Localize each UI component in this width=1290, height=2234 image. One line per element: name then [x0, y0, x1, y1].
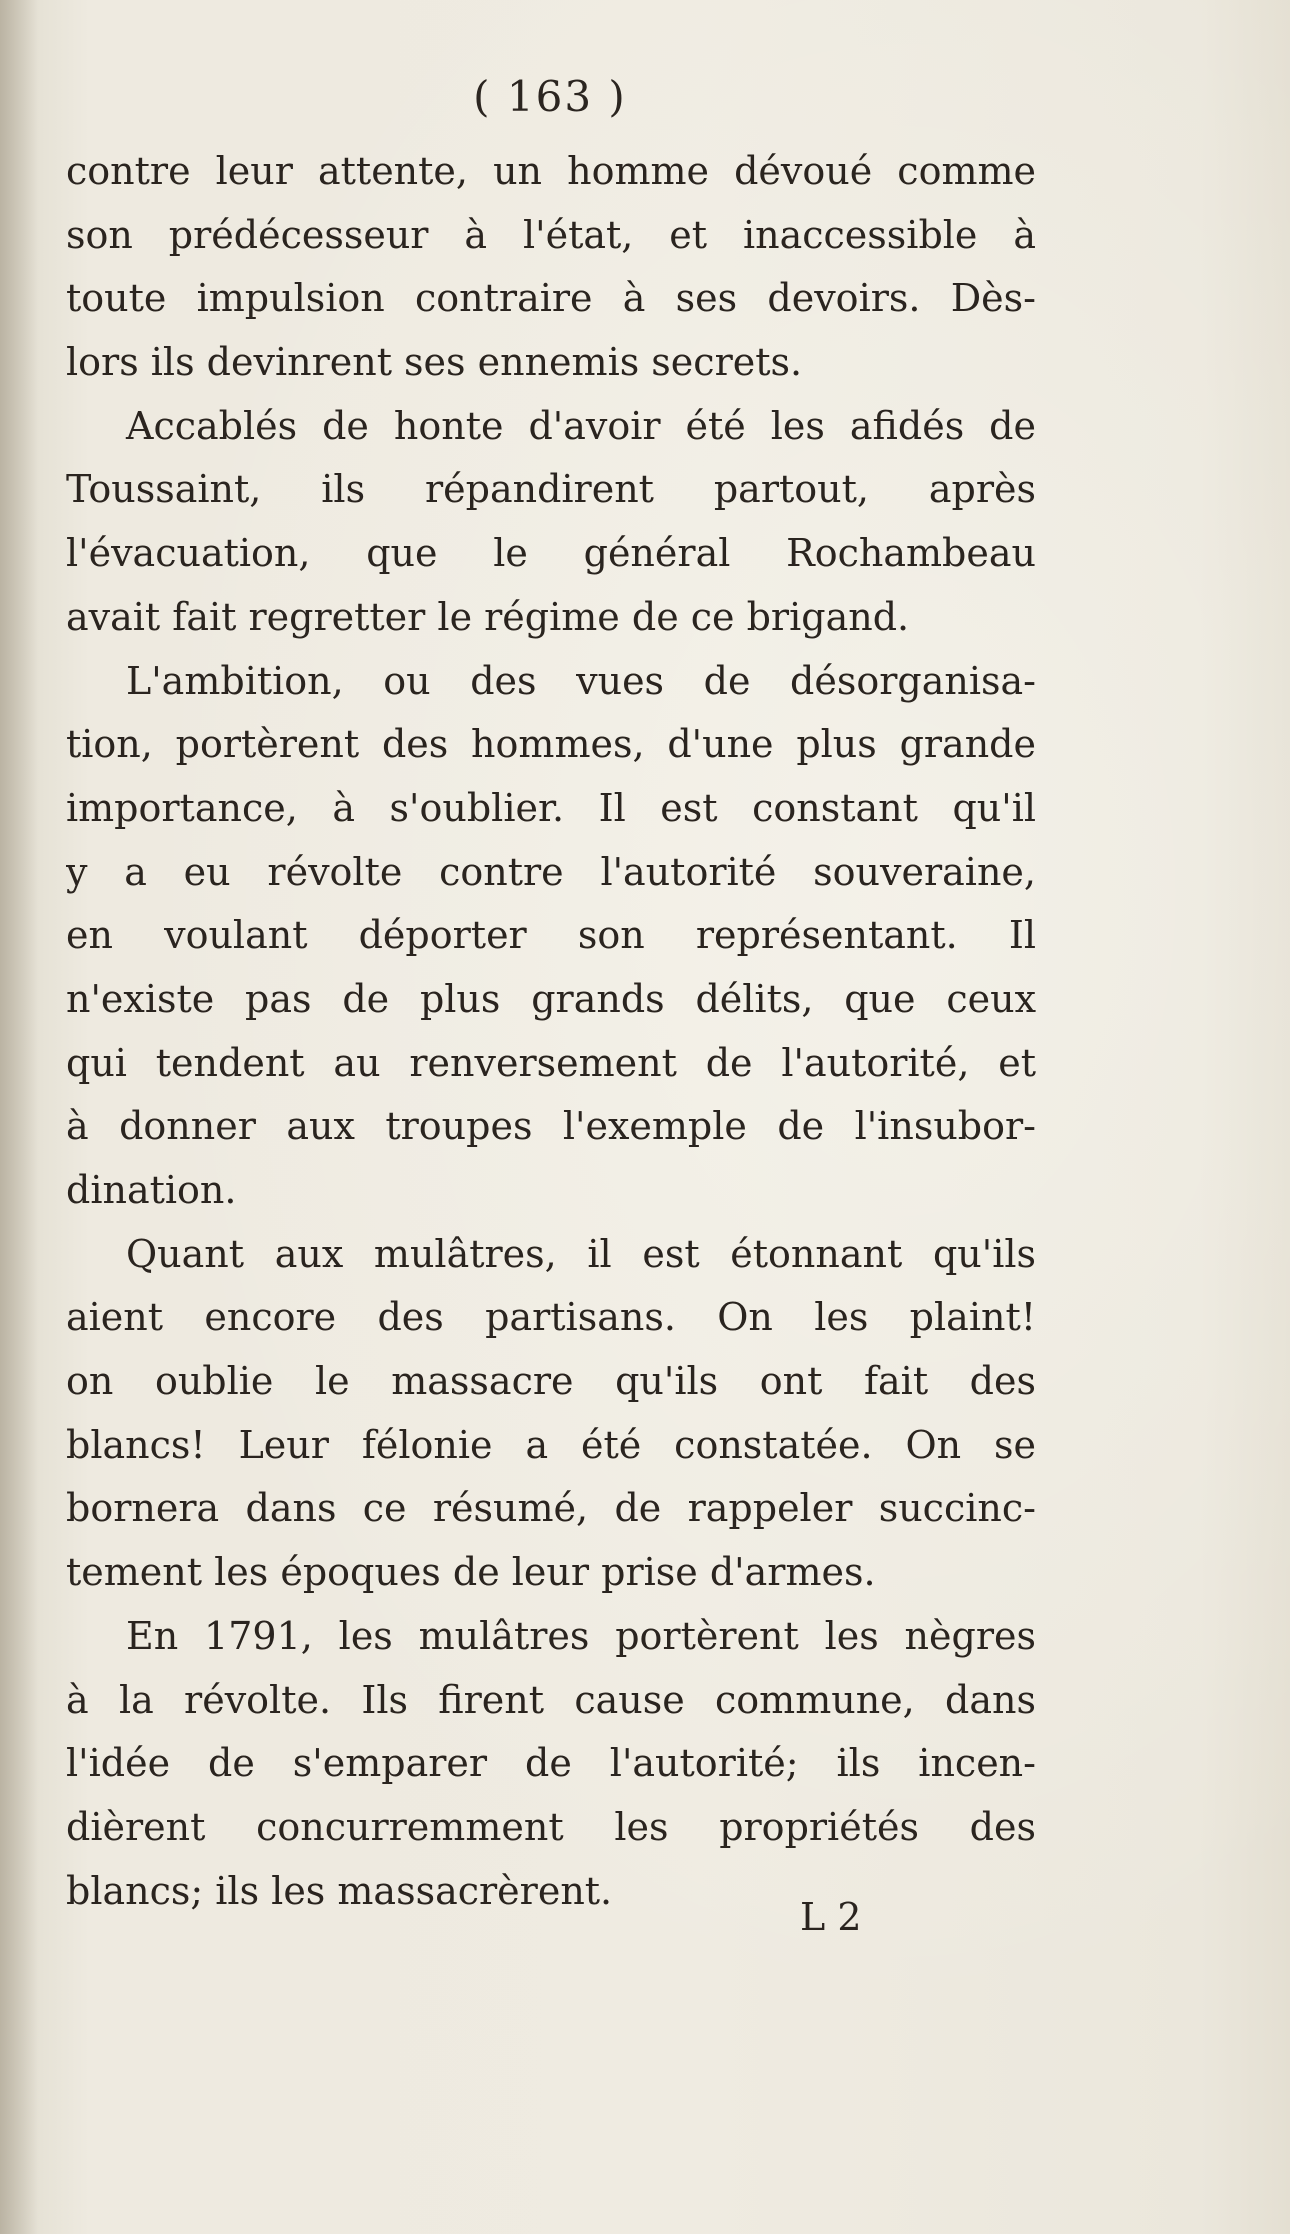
- text-line: tement les époques de leur prise d'armes.: [66, 1550, 876, 1595]
- text-line: en voulant déporter son représentant. Il: [66, 913, 1036, 958]
- text-line: qui tendent au renversement de l'autorité, et: [66, 1040, 1036, 1085]
- text-line: lors ils devinrent ses ennemis secrets.: [66, 340, 803, 385]
- text-line: son prédécesseur à l'état, et inaccessible à: [66, 212, 1036, 257]
- text-line: contre leur attente, un homme dévoué comme: [66, 149, 1036, 193]
- text-line: à donner aux troupes l'exemple de l'insubor-: [66, 1104, 1036, 1149]
- text-line: Accablés de honte d'avoir été les afidés de: [126, 403, 1036, 448]
- text-line: Toussaint, ils répandirent partout, après: [66, 467, 1036, 512]
- text-line: importance, à s'oublier. Il est constant qu'il: [66, 785, 1036, 830]
- text-line: y a eu révolte contre l'autorité souveraine,: [66, 849, 1036, 894]
- text-line: dination.: [66, 1168, 237, 1212]
- text-line: Quant aux mulâtres, il est étonnant qu'ils: [126, 1231, 1036, 1276]
- text-line: avait fait regretter le régime de ce brigand.: [66, 594, 910, 639]
- text-line: l'idée de s'emparer de l'autorité; ils incen-: [66, 1741, 1036, 1786]
- text-line: n'existe pas de plus grands délits, que ceux: [66, 976, 1036, 1021]
- text-line: toute impulsion contraire à ses devoirs. Dès-: [66, 276, 1036, 321]
- text-line: tion, portèrent des hommes, d'une plus grande: [66, 722, 1036, 767]
- text-line: blancs; ils les massacrèrent.: [66, 1868, 613, 1913]
- page-number: ( 163 ): [473, 72, 627, 121]
- text-line: on oublie le massacre qu'ils ont fait des: [66, 1359, 1036, 1404]
- text-line: dièrent concurremment les propriétés des: [66, 1804, 1036, 1849]
- text-line: à la révolte. Ils firent cause commune, dans: [66, 1677, 1036, 1722]
- text-line: L'ambition, ou des vues de désorganisa-: [126, 658, 1036, 703]
- text-line: blancs! Leur félonie a été constatée. On se: [66, 1422, 1036, 1467]
- body-text: [66, 140, 1036, 1923]
- text-line: bornera dans ce résumé, de rappeler succinc-: [66, 1486, 1036, 1531]
- gutter-shadow: [0, 0, 38, 2234]
- signature-mark: L 2: [800, 1895, 862, 1939]
- text-line: l'évacuation, que le général Rochambeau: [66, 531, 1036, 576]
- text-line: En 1791, les mulâtres portèrent les nègres: [126, 1613, 1036, 1658]
- text-line: aient encore des partisans. On les plaint!: [66, 1295, 1036, 1340]
